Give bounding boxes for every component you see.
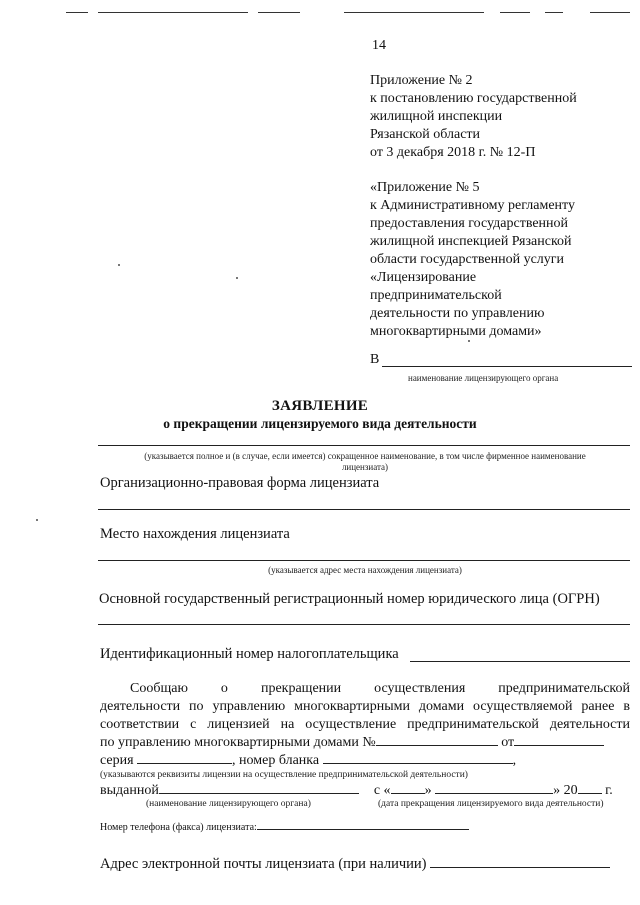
statement-text: Сообщаю о прекращении осуществления предпринимательской xyxy=(130,681,630,696)
license-series-label: серия xyxy=(100,753,134,768)
form-number-field[interactable] xyxy=(323,763,513,764)
phone-field[interactable] xyxy=(257,829,469,830)
appendix-header-line: от 3 декабря 2018 г. № 12-П xyxy=(370,145,536,160)
year-suffix: г. xyxy=(605,783,613,798)
license-date-label: от xyxy=(501,735,515,750)
license-series-row xyxy=(100,752,630,770)
comma: , xyxy=(512,753,517,768)
org-form-label: Организационно-правовая форма лицензиата xyxy=(100,475,380,491)
addressee-blank-line xyxy=(382,366,632,367)
month-field[interactable] xyxy=(435,793,553,794)
addressee-caption: наименование лицензирующего органа xyxy=(408,373,559,383)
phone-label: Номер телефона (факса) лицензиата: xyxy=(100,822,257,833)
scan-artifact-line xyxy=(66,12,88,13)
license-date-field[interactable] xyxy=(514,745,604,746)
scan-artifact-line xyxy=(545,12,563,13)
location-label: Место нахождения лицензиата xyxy=(100,526,290,542)
issued-row xyxy=(100,782,630,800)
license-series-field[interactable] xyxy=(137,763,232,764)
scan-artifact-line xyxy=(590,12,630,13)
appendix-header-line: жилищной инспекции xyxy=(370,109,503,124)
appendix-header-line: Приложение № 2 xyxy=(370,73,473,88)
licensee-name-caption: (указывается полное и (в случае, если имеется) сокращенное наименование, в том числе фирменное наименование xyxy=(144,451,586,461)
appendix-reference-line: области государственной услуги xyxy=(370,252,565,267)
license-number-field[interactable] xyxy=(376,745,498,746)
statement-line-2: деятельности по управлению многоквартирными домами осуществляемой ранее в xyxy=(100,699,630,714)
date-from-label: с « xyxy=(373,783,391,798)
license-number-label: по управлению многоквартирными домами № xyxy=(100,735,376,750)
inn-label: Идентификационный номер налогоплательщика xyxy=(100,646,399,662)
form-number-label: , номер бланка xyxy=(232,753,320,768)
termination-date-caption: (дата прекращения лицензируемого вида деятельности) xyxy=(378,799,604,809)
email-row xyxy=(100,856,630,873)
scan-speck xyxy=(118,264,120,266)
year-prefix: » 20 xyxy=(553,783,578,798)
addressee-prefix: В xyxy=(370,352,380,367)
appendix-reference-line: «Лицензирование xyxy=(370,270,477,285)
ogrn-line[interactable] xyxy=(98,624,630,625)
statement-line-3: соответствии с лицензией на осуществление предпринимательской деятельности xyxy=(100,717,630,732)
phone-row xyxy=(100,822,469,833)
scan-artifact-line xyxy=(344,12,484,13)
appendix-header-line: к постановлению государственной xyxy=(370,91,577,106)
document-subtitle: о прекращении лицензируемого вида деятельности xyxy=(163,416,477,431)
email-field[interactable] xyxy=(430,867,610,868)
location-caption: (указывается адрес места нахождения лицензиата) xyxy=(268,565,462,575)
document-title: ЗАЯВЛЕНИЕ xyxy=(271,398,369,414)
page-number: 14 xyxy=(372,38,386,53)
scan-artifact-line xyxy=(500,12,530,13)
appendix-reference-line: к Административному регламенту xyxy=(370,198,575,213)
quote-close: » xyxy=(424,783,432,798)
email-label: Адрес электронной почты лицензиата (при наличии) xyxy=(100,856,427,872)
appendix-header-line: Рязанской области xyxy=(370,127,481,142)
year-field[interactable] xyxy=(578,793,602,794)
appendix-reference xyxy=(370,179,620,341)
appendix-reference-line: многоквартирными домами» xyxy=(370,324,542,339)
inn-line[interactable] xyxy=(410,661,630,662)
appendix-reference-line: «Приложение № 5 xyxy=(370,180,480,195)
appendix-header xyxy=(370,72,630,162)
issuing-organ-caption: (наименование лицензирующего органа) xyxy=(146,799,311,809)
appendix-reference-line: жилищной инспекцией Рязанской xyxy=(370,234,572,249)
appendix-reference-line: предпринимательской xyxy=(370,288,502,303)
licensee-name-caption: лицензиата) xyxy=(341,462,389,472)
scan-speck xyxy=(236,277,238,279)
license-requisites-caption: (указываются реквизиты лицензии на осуществление предпринимательской деятельности) xyxy=(100,770,468,780)
location-line[interactable] xyxy=(98,560,630,561)
addressee-field[interactable] xyxy=(370,352,632,370)
scan-artifact-line xyxy=(98,12,248,13)
issuing-organ-field[interactable] xyxy=(159,793,359,794)
day-field[interactable] xyxy=(391,793,425,794)
org-form-line[interactable] xyxy=(98,509,630,510)
issued-label: выданной xyxy=(100,783,159,798)
license-number-row xyxy=(100,734,630,752)
scan-speck xyxy=(36,519,38,521)
ogrn-label: Основной государственный регистрационный номер юридического лица (ОГРН) xyxy=(99,591,600,607)
statement-line-1 xyxy=(100,680,630,698)
appendix-reference-line: предоставления государственной xyxy=(370,216,569,231)
scan-artifact-line xyxy=(258,12,300,13)
appendix-reference-line: деятельности по управлению xyxy=(370,306,545,321)
licensee-name-line[interactable] xyxy=(98,445,630,446)
